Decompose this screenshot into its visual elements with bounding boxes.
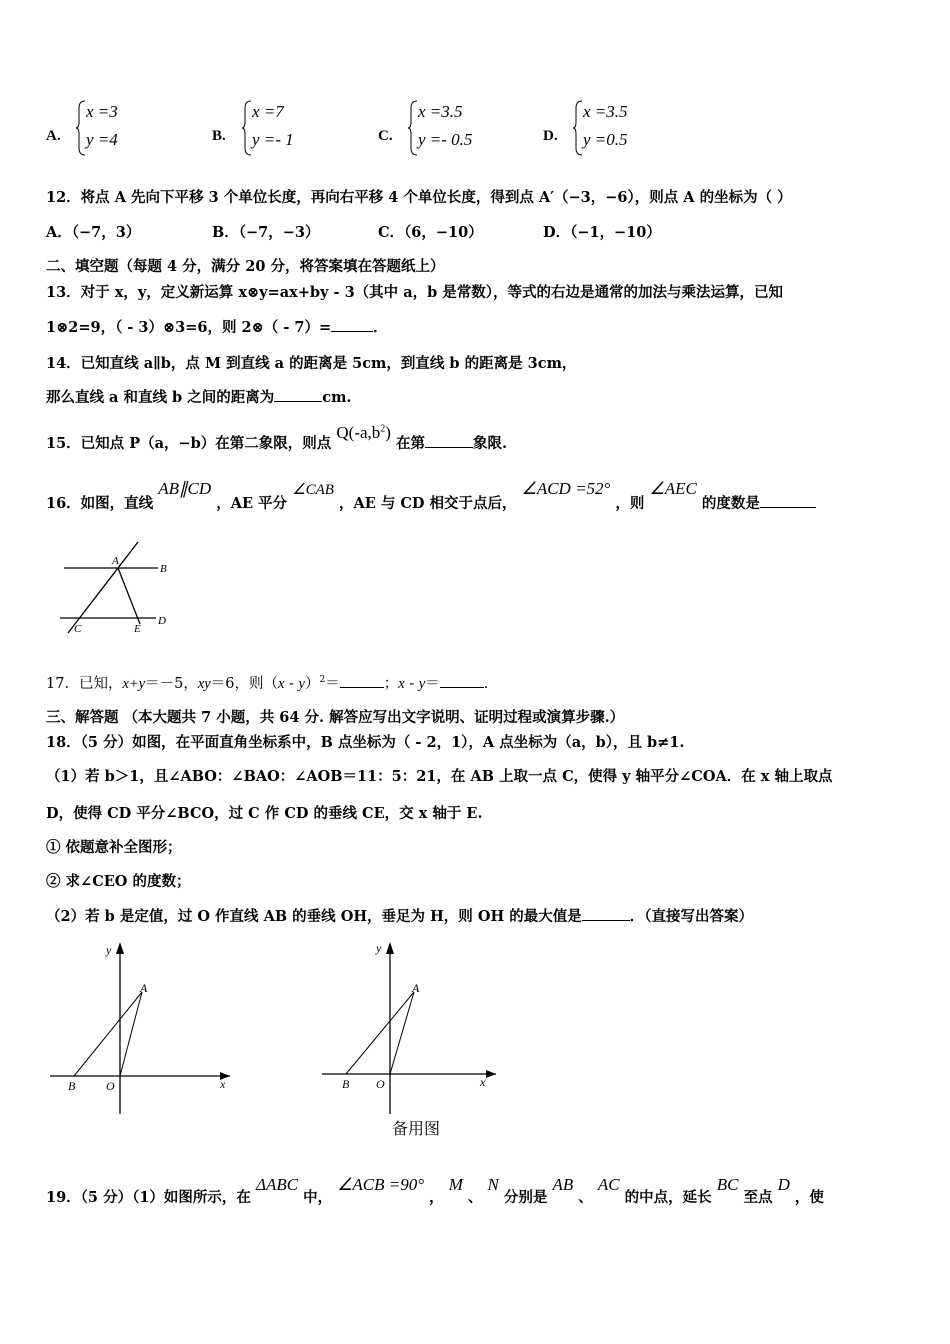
option-label: B. bbox=[212, 128, 226, 144]
label-o: O bbox=[106, 1079, 115, 1093]
q16-math-3: ∠ACD =52° bbox=[521, 479, 611, 498]
section-2-heading: 二、填空题（每题 4 分，满分 20 分，将答案填在答题纸上） bbox=[46, 258, 445, 275]
equation-x: x =3 bbox=[86, 102, 118, 121]
y-axis-arrow-icon bbox=[386, 942, 394, 954]
q18-coordinate-figure bbox=[46, 938, 236, 1118]
label-y: y bbox=[106, 943, 112, 957]
answer-blank bbox=[582, 906, 630, 921]
answer-blank-2 bbox=[440, 673, 484, 688]
q19-text: 至点 bbox=[743, 1189, 773, 1206]
q19-math: AC bbox=[597, 1175, 620, 1194]
equation-system bbox=[573, 98, 683, 158]
label-b: B bbox=[160, 563, 167, 575]
q14-text: 那么直线 a 和直线 b 之间的距离为 bbox=[46, 389, 275, 406]
q15-text-a: 15．已知点 P（a，−b）在第二象限，则点 bbox=[46, 435, 332, 452]
q12-option-a: A．（−7，3） bbox=[46, 224, 141, 241]
q12-option-c: C．（6，−10） bbox=[378, 224, 483, 241]
equation-system bbox=[242, 98, 352, 158]
q17-text: ） bbox=[304, 676, 320, 692]
q18-line-2: （1）若 b＞1，且∠ABO：∠BAO：∠AOB＝11：5：21，在 AB 上取一点 C，使得 y 轴平分∠COA．在 x 轴上取点 bbox=[46, 768, 833, 785]
q14-unit: cm. bbox=[322, 389, 352, 406]
q19-math: M bbox=[448, 1175, 463, 1194]
q13-end: ． bbox=[373, 319, 388, 336]
label-o: O bbox=[376, 1077, 385, 1091]
q16-text-c: ，AE 与 CD 相交于点后， bbox=[338, 495, 517, 512]
q19-line bbox=[46, 1175, 824, 1207]
q17-var: x bbox=[398, 676, 405, 692]
label-e: E bbox=[134, 623, 141, 635]
q12-option-b: B．（−7，−3） bbox=[212, 224, 320, 241]
option-label: D. bbox=[543, 128, 558, 144]
label-x: x bbox=[480, 1075, 486, 1089]
q19-math: ∠ACB =90° bbox=[337, 1175, 425, 1194]
q16-figure bbox=[56, 538, 186, 638]
q13-line-2 bbox=[46, 316, 388, 337]
brace-icon bbox=[242, 100, 252, 156]
q18-line-5: ② 求∠CEO 的度数； bbox=[46, 873, 191, 890]
equation-y: y =- 1 bbox=[252, 130, 294, 149]
label-b: B bbox=[68, 1079, 76, 1093]
label-a: A bbox=[112, 555, 119, 567]
q16-text-e: 的度数是 bbox=[701, 495, 760, 512]
q16-math-1: AB∥CD bbox=[158, 479, 212, 498]
y-axis-arrow-icon bbox=[116, 942, 124, 954]
segment-oa bbox=[390, 992, 414, 1074]
q17-text: 17．已知， bbox=[46, 676, 123, 692]
q18-line-4: ① 依题意补全图形； bbox=[46, 839, 182, 856]
answer-blank bbox=[331, 317, 373, 332]
q19-math: ΔABC bbox=[255, 1175, 299, 1194]
equation-x: x =3.5 bbox=[583, 102, 628, 121]
q18-text: （2）若 b 是定值，过 O 作直线 AB 的垂线 OH，垂足为 H，则 OH 的最大值是 bbox=[46, 908, 582, 925]
label-a: A bbox=[140, 981, 148, 995]
q17-text: ＝－5， bbox=[145, 676, 198, 692]
q16-line bbox=[46, 479, 816, 513]
line-ac bbox=[68, 542, 138, 633]
q19-math: AB bbox=[552, 1175, 574, 1194]
q17-text: ； bbox=[383, 676, 399, 692]
q15-math-end: ) bbox=[385, 423, 391, 442]
brace-icon bbox=[76, 100, 86, 156]
answer-blank bbox=[274, 387, 322, 402]
q16-text-a: 16．如图，直线 bbox=[46, 495, 154, 512]
segment-ba bbox=[74, 992, 142, 1076]
q18-backup-figure bbox=[318, 938, 508, 1118]
label-b: B bbox=[342, 1077, 350, 1091]
label-x: x bbox=[220, 1077, 226, 1091]
q15-text-c: 象限. bbox=[473, 435, 508, 452]
answer-blank bbox=[425, 433, 473, 448]
q16-math-2: ∠CAB bbox=[292, 482, 334, 498]
equation-y: y =0.5 bbox=[583, 130, 628, 149]
q16-text-d: ，则 bbox=[615, 495, 645, 512]
q19-math: N bbox=[487, 1175, 499, 1194]
equation-y: y =- 0.5 bbox=[418, 130, 473, 149]
q19-text: 、 bbox=[578, 1189, 593, 1206]
q17-text: ＝ bbox=[425, 676, 440, 692]
equation-y: y =4 bbox=[86, 130, 118, 149]
brace-icon bbox=[408, 100, 418, 156]
q13-line-1: 13．对于 x，y，定义新运算 x⊗y=ax+by - 3（其中 a，b 是常数），等式的右边是通常的加法与乘法运算，已知 bbox=[46, 284, 784, 301]
equation-system bbox=[76, 98, 186, 158]
x-axis-arrow-icon bbox=[486, 1070, 496, 1078]
answer-blank bbox=[760, 493, 816, 508]
segment-ba bbox=[346, 992, 414, 1074]
q17-expr: x+y bbox=[122, 676, 146, 692]
q19-text: ， bbox=[429, 1189, 444, 1206]
q14-line-2 bbox=[46, 386, 351, 407]
q17-op: - bbox=[404, 676, 419, 692]
segment-oa bbox=[120, 992, 142, 1076]
section-3-heading: 三、解答题 （本大题共 7 小题，共 64 分. 解答应写出文字说明、证明过程或演算步骤.） bbox=[46, 709, 625, 726]
q15-text-b: 在第 bbox=[396, 435, 426, 452]
q17-op: - bbox=[284, 676, 299, 692]
q12-stem: 12．将点 A 先向下平移 3 个单位长度，再向右平移 4 个单位长度，得到点 A′（−3，−6），则点 A 的坐标为（ ） bbox=[46, 189, 792, 206]
q16-text-b: ，AE 平分 bbox=[216, 495, 288, 512]
q18-line-1: 18．（5 分）如图，在平面直角坐标系中，B 点坐标为（ - 2，1），A 点坐标为（a，b），且 b≠1. bbox=[46, 734, 685, 751]
q15-sup: 2 bbox=[380, 423, 386, 435]
option-label: C. bbox=[378, 128, 393, 144]
q19-text: 的中点，延长 bbox=[624, 1189, 712, 1206]
q15-line bbox=[46, 423, 508, 453]
equation-x: x =7 bbox=[252, 102, 284, 121]
answer-blank-1 bbox=[340, 673, 384, 688]
q17-line bbox=[46, 672, 488, 693]
q19-text: ，使 bbox=[794, 1189, 824, 1206]
q18-text-end: ．（直接写出答案） bbox=[629, 908, 753, 925]
q14-line-1: 14．已知直线 a∥b，点 M 到直线 a 的距离是 5cm，到直线 b 的距离是 3cm， bbox=[46, 355, 577, 372]
line-ae bbox=[118, 568, 140, 624]
equation-system bbox=[408, 98, 518, 158]
label-y: y bbox=[376, 941, 382, 955]
label-c: C bbox=[74, 623, 82, 635]
label-d: D bbox=[158, 615, 166, 627]
q17-expr: xy bbox=[197, 676, 211, 692]
q18-line-3: D，使得 CD 平分∠BCO，过 C 作 CD 的垂线 CE，交 x 轴于 E. bbox=[46, 805, 483, 822]
q17-var: y bbox=[298, 676, 305, 692]
option-label: A. bbox=[46, 128, 61, 144]
q17-text: . bbox=[483, 676, 489, 692]
q19-math: D bbox=[777, 1175, 790, 1194]
q17-var: x bbox=[277, 676, 285, 692]
q13-text: 1⊗2=9，（ - 3）⊗3=6，则 2⊗（ - 7）= bbox=[46, 319, 332, 336]
label-a: A bbox=[412, 981, 420, 995]
q15-math: Q(-a,b bbox=[336, 423, 381, 442]
equation-x: x =3.5 bbox=[418, 102, 463, 121]
brace-icon bbox=[573, 100, 583, 156]
q19-text: 中， bbox=[303, 1189, 333, 1206]
q17-text: ＝ bbox=[325, 676, 340, 692]
q17-text: ＝6，则（ bbox=[210, 676, 278, 692]
q19-text: 19．（5 分）（1）如图所示，在 bbox=[46, 1189, 251, 1206]
q15-point-q bbox=[336, 423, 391, 442]
q17-sup: 2 bbox=[319, 675, 326, 686]
q19-math: BC bbox=[716, 1175, 739, 1194]
q17-var: y bbox=[418, 676, 426, 692]
backup-figure-caption: 备用图 bbox=[392, 1119, 441, 1138]
q19-text: 分别是 bbox=[503, 1189, 548, 1206]
q18-line-6 bbox=[46, 905, 753, 926]
q16-math-4: ∠AEC bbox=[649, 479, 697, 498]
q12-option-d: D．（−1，−10） bbox=[543, 224, 661, 241]
q19-text: 、 bbox=[467, 1189, 483, 1206]
